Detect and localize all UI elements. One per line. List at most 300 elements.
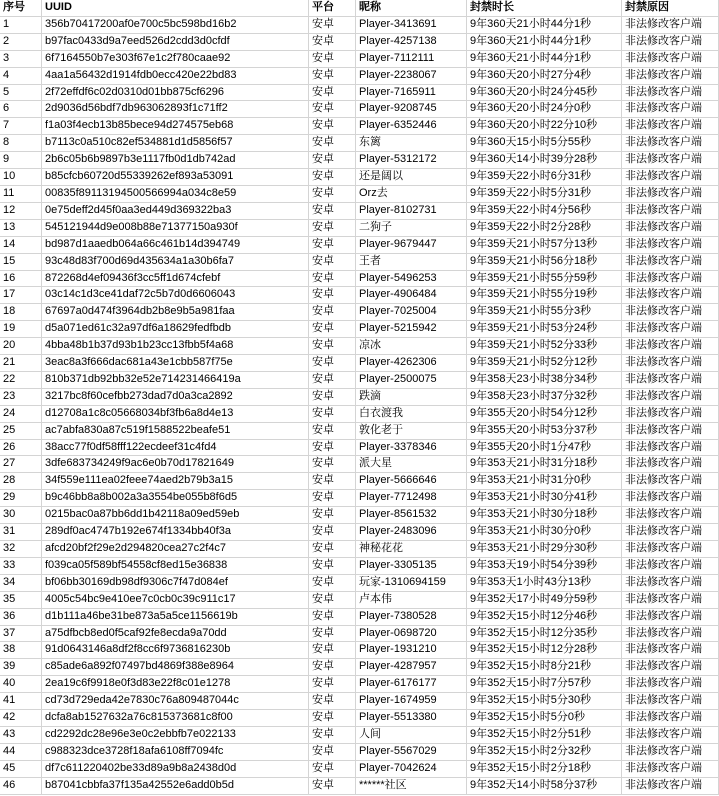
cell-reason[interactable]: 非法修改客户端 (622, 608, 719, 625)
cell-index[interactable]: 30 (0, 507, 42, 524)
cell-platform[interactable]: 安卓 (309, 33, 356, 50)
cell-platform[interactable]: 安卓 (309, 642, 356, 659)
cell-index[interactable]: 5 (0, 84, 42, 101)
cell-nickname[interactable]: Player-5567029 (356, 743, 467, 760)
cell-index[interactable]: 18 (0, 304, 42, 321)
cell-nickname[interactable]: 王者 (356, 253, 467, 270)
cell-uuid[interactable]: b9c46bb8a8b002a3a3554be055b8f6d5 (42, 490, 309, 507)
cell-duration[interactable]: 9年359天21小时52分33秒 (467, 338, 622, 355)
cell-duration[interactable]: 9年359天22小时6分31秒 (467, 169, 622, 186)
cell-platform[interactable]: 安卓 (309, 693, 356, 710)
cell-reason[interactable]: 非法修改客户端 (622, 338, 719, 355)
cell-index[interactable]: 16 (0, 270, 42, 287)
cell-uuid[interactable]: 03c14c1d3ce41daf72c5b7d0d6606043 (42, 287, 309, 304)
cell-reason[interactable]: 非法修改客户端 (622, 642, 719, 659)
column-header-index[interactable]: 序号 (0, 0, 42, 16)
cell-uuid[interactable]: b85cfcb60720d55339262ef893a53091 (42, 169, 309, 186)
cell-uuid[interactable]: b87041cbbfa37f135a42552e6add0b5d (42, 777, 309, 794)
cell-uuid[interactable]: dcfa8ab1527632a76c815373681c8f00 (42, 710, 309, 727)
cell-uuid[interactable]: b97fac0433d9a7eed526d2cdd3d0cfdf (42, 33, 309, 50)
cell-platform[interactable]: 安卓 (309, 236, 356, 253)
cell-uuid[interactable]: 289df0ac4747b192e674f1334bb40f3a (42, 524, 309, 541)
cell-index[interactable]: 35 (0, 591, 42, 608)
cell-duration[interactable]: 9年359天21小时56分18秒 (467, 253, 622, 270)
cell-platform[interactable]: 安卓 (309, 777, 356, 794)
cell-index[interactable]: 22 (0, 371, 42, 388)
cell-index[interactable]: 41 (0, 693, 42, 710)
cell-reason[interactable]: 非法修改客户端 (622, 84, 719, 101)
cell-index[interactable]: 9 (0, 152, 42, 169)
cell-nickname[interactable]: Player-7025004 (356, 304, 467, 321)
cell-uuid[interactable]: c988323dce3728f18afa6108ff7094fc (42, 743, 309, 760)
cell-nickname[interactable]: ******社区 (356, 777, 467, 794)
cell-uuid[interactable]: 67697a0d474f3964db2b8e9b5a981faa (42, 304, 309, 321)
table-row (0, 304, 719, 321)
cell-uuid[interactable]: 93c48d83f700d69d435634a1a30b6fa7 (42, 253, 309, 270)
cell-duration[interactable]: 9年352天15小时2分18秒 (467, 760, 622, 777)
cell-index[interactable]: 33 (0, 557, 42, 574)
cell-index[interactable]: 36 (0, 608, 42, 625)
cell-nickname[interactable]: Player-3413691 (356, 16, 467, 33)
cell-index[interactable]: 24 (0, 405, 42, 422)
cell-index[interactable]: 32 (0, 541, 42, 558)
cell-nickname[interactable]: Player-7112111 (356, 50, 467, 67)
table-row (0, 608, 719, 625)
cell-index[interactable]: 45 (0, 760, 42, 777)
cell-platform[interactable]: 安卓 (309, 405, 356, 422)
cell-duration[interactable]: 9年355天20小时53分37秒 (467, 422, 622, 439)
cell-nickname[interactable]: 人间 (356, 726, 467, 743)
cell-platform[interactable]: 安卓 (309, 101, 356, 118)
cell-index[interactable]: 34 (0, 574, 42, 591)
cell-index[interactable]: 27 (0, 456, 42, 473)
table-row (0, 693, 719, 710)
cell-reason[interactable]: 非法修改客户端 (622, 574, 719, 591)
cell-uuid[interactable]: cd2292dc28e96e3e0c2ebbfb7e022133 (42, 726, 309, 743)
cell-index[interactable]: 28 (0, 473, 42, 490)
cell-platform[interactable]: 安卓 (309, 507, 356, 524)
cell-platform[interactable]: 安卓 (309, 473, 356, 490)
cell-uuid[interactable]: a75dfbcb8ed0f5caf92fe8ecda9a70dd (42, 625, 309, 642)
cell-reason[interactable]: 非法修改客户端 (622, 33, 719, 50)
cell-uuid[interactable]: 2d9036d56bdf7db963062893f1c71ff2 (42, 101, 309, 118)
table-row (0, 710, 719, 727)
cell-nickname[interactable]: Player-0698720 (356, 625, 467, 642)
cell-reason[interactable]: 非法修改客户端 (622, 270, 719, 287)
cell-reason[interactable]: 非法修改客户端 (622, 135, 719, 152)
cell-duration[interactable]: 9年360天14小时39分28秒 (467, 152, 622, 169)
cell-duration[interactable]: 9年359天21小时55分59秒 (467, 270, 622, 287)
cell-reason[interactable]: 非法修改客户端 (622, 777, 719, 794)
cell-duration[interactable]: 9年360天20小时24分0秒 (467, 101, 622, 118)
table-row (0, 659, 719, 676)
cell-platform[interactable]: 安卓 (309, 67, 356, 84)
cell-index[interactable]: 10 (0, 169, 42, 186)
cell-duration[interactable]: 9年353天19小时54分39秒 (467, 557, 622, 574)
cell-index[interactable]: 46 (0, 777, 42, 794)
cell-duration[interactable]: 9年359天22小时5分31秒 (467, 185, 622, 202)
cell-duration[interactable]: 9年353天21小时30分0秒 (467, 524, 622, 541)
cell-nickname[interactable]: Player-6176177 (356, 676, 467, 693)
cell-duration[interactable]: 9年352天15小时5分0秒 (467, 710, 622, 727)
cell-platform[interactable]: 安卓 (309, 118, 356, 135)
cell-reason[interactable]: 非法修改客户端 (622, 591, 719, 608)
cell-duration[interactable]: 9年352天15小时12分46秒 (467, 608, 622, 625)
table-row (0, 524, 719, 541)
column-header-reason[interactable]: 封禁原因 (622, 0, 719, 16)
cell-duration[interactable]: 9年359天21小时55分3秒 (467, 304, 622, 321)
table-row (0, 625, 719, 642)
cell-reason[interactable]: 非法修改客户端 (622, 693, 719, 710)
cell-reason[interactable]: 非法修改客户端 (622, 557, 719, 574)
cell-nickname[interactable]: Player-7712498 (356, 490, 467, 507)
cell-reason[interactable]: 非法修改客户端 (622, 236, 719, 253)
cell-nickname[interactable]: Player-5496253 (356, 270, 467, 287)
cell-platform[interactable]: 安卓 (309, 490, 356, 507)
cell-index[interactable]: 2 (0, 33, 42, 50)
cell-reason[interactable]: 非法修改客户端 (622, 152, 719, 169)
cell-duration[interactable]: 9年358天23小时38分34秒 (467, 371, 622, 388)
cell-nickname[interactable]: Player-7380528 (356, 608, 467, 625)
cell-nickname[interactable]: 派大星 (356, 456, 467, 473)
cell-platform[interactable]: 安卓 (309, 524, 356, 541)
cell-platform[interactable]: 安卓 (309, 422, 356, 439)
cell-duration[interactable]: 9年352天15小时2分51秒 (467, 726, 622, 743)
cell-nickname[interactable]: 凉冰 (356, 338, 467, 355)
cell-platform[interactable]: 安卓 (309, 321, 356, 338)
cell-duration[interactable]: 9年353天21小时30分18秒 (467, 507, 622, 524)
cell-duration[interactable]: 9年358天23小时37分32秒 (467, 388, 622, 405)
cell-uuid[interactable]: d12708a1c8c05668034bf3fb6a8d4e13 (42, 405, 309, 422)
cell-uuid[interactable]: d5a071ed61c32a97df6a18629fedfbdb (42, 321, 309, 338)
cell-duration[interactable]: 9年359天21小时53分24秒 (467, 321, 622, 338)
cell-index[interactable]: 14 (0, 236, 42, 253)
cell-platform[interactable]: 安卓 (309, 659, 356, 676)
cell-uuid[interactable]: 2f72effdf6c02d0310d01bb875cf6296 (42, 84, 309, 101)
cell-reason[interactable]: 非法修改客户端 (622, 101, 719, 118)
cell-platform[interactable]: 安卓 (309, 202, 356, 219)
cell-platform[interactable]: 安卓 (309, 355, 356, 372)
cell-nickname[interactable]: 二狗子 (356, 219, 467, 236)
cell-nickname[interactable]: Player-7165911 (356, 84, 467, 101)
cell-index[interactable]: 37 (0, 625, 42, 642)
cell-uuid[interactable]: 872268d4ef09436f3cc5ff1d674cfebf (42, 270, 309, 287)
cell-reason[interactable]: 非法修改客户端 (622, 287, 719, 304)
cell-reason[interactable]: 非法修改客户端 (622, 659, 719, 676)
table-row (0, 473, 719, 490)
cell-nickname[interactable]: Player-5666646 (356, 473, 467, 490)
cell-duration[interactable]: 9年360天21小时44分1秒 (467, 16, 622, 33)
cell-uuid[interactable]: 0215bac0a87bb6dd1b42118a09ed59eb (42, 507, 309, 524)
cell-duration[interactable]: 9年352天15小时7分57秒 (467, 676, 622, 693)
cell-reason[interactable]: 非法修改客户端 (622, 118, 719, 135)
cell-nickname[interactable]: Player-2238067 (356, 67, 467, 84)
cell-index[interactable]: 4 (0, 67, 42, 84)
cell-reason[interactable]: 非法修改客户端 (622, 202, 719, 219)
cell-nickname[interactable]: Player-4906484 (356, 287, 467, 304)
cell-reason[interactable]: 非法修改客户端 (622, 219, 719, 236)
cell-uuid[interactable]: f039ca05f589bf54558cf8ed15e36838 (42, 557, 309, 574)
table-row (0, 67, 719, 84)
cell-duration[interactable]: 9年355天20小时54分12秒 (467, 405, 622, 422)
cell-reason[interactable]: 非法修改客户端 (622, 304, 719, 321)
cell-uuid[interactable]: b7113c0a510c82ef534881d1d5856f57 (42, 135, 309, 152)
cell-index[interactable]: 13 (0, 219, 42, 236)
table-row (0, 574, 719, 591)
cell-index[interactable]: 3 (0, 50, 42, 67)
cell-nickname[interactable]: Player-5513380 (356, 710, 467, 727)
cell-duration[interactable]: 9年353天21小时29分30秒 (467, 541, 622, 558)
cell-reason[interactable]: 非法修改客户端 (622, 710, 719, 727)
cell-platform[interactable]: 安卓 (309, 185, 356, 202)
cell-platform[interactable]: 安卓 (309, 84, 356, 101)
cell-platform[interactable]: 安卓 (309, 16, 356, 33)
cell-nickname[interactable]: 跌滴 (356, 388, 467, 405)
cell-nickname[interactable]: Player-4257138 (356, 33, 467, 50)
cell-nickname[interactable]: Player-7042624 (356, 760, 467, 777)
cell-nickname[interactable]: Player-5312172 (356, 152, 467, 169)
cell-uuid[interactable]: 6f7164550b7e303f67e1c2f780caae92 (42, 50, 309, 67)
column-header-platform[interactable]: 平台 (309, 0, 356, 16)
cell-index[interactable]: 7 (0, 118, 42, 135)
cell-platform[interactable]: 安卓 (309, 608, 356, 625)
cell-duration[interactable]: 9年360天15小时5分55秒 (467, 135, 622, 152)
cell-uuid[interactable]: 4005c54bc9e410ee7c0cb0c39c911c17 (42, 591, 309, 608)
cell-uuid[interactable]: f1a03f4ecb13b85bece94d274575eb68 (42, 118, 309, 135)
cell-index[interactable]: 39 (0, 659, 42, 676)
cell-index[interactable]: 25 (0, 422, 42, 439)
cell-reason[interactable]: 非法修改客户端 (622, 625, 719, 642)
cell-nickname[interactable]: Player-9679447 (356, 236, 467, 253)
cell-uuid[interactable]: 810b371db92bb32e52e714231466419a (42, 371, 309, 388)
cell-nickname[interactable]: Player-1931210 (356, 642, 467, 659)
cell-uuid[interactable]: bf06bb30169db98df9306c7f47d084ef (42, 574, 309, 591)
cell-reason[interactable]: 非法修改客户端 (622, 473, 719, 490)
cell-platform[interactable]: 安卓 (309, 152, 356, 169)
cell-uuid[interactable]: ac7abfa830a87c519f1588522beafe51 (42, 422, 309, 439)
cell-reason[interactable]: 非法修改客户端 (622, 541, 719, 558)
cell-duration[interactable]: 9年359天22小时4分56秒 (467, 202, 622, 219)
cell-platform[interactable]: 安卓 (309, 338, 356, 355)
table-row (0, 642, 719, 659)
cell-uuid[interactable]: d1b111a46be31be873a5a5ce1156619b (42, 608, 309, 625)
cell-index[interactable]: 31 (0, 524, 42, 541)
cell-nickname[interactable]: Player-8561532 (356, 507, 467, 524)
cell-reason[interactable]: 非法修改客户端 (622, 743, 719, 760)
cell-platform[interactable]: 安卓 (309, 743, 356, 760)
cell-reason[interactable]: 非法修改客户端 (622, 456, 719, 473)
cell-duration[interactable]: 9年360天20小时24分45秒 (467, 84, 622, 101)
header-row (0, 0, 719, 16)
column-header-uuid[interactable]: UUID (42, 0, 309, 16)
cell-uuid[interactable]: 00835f89113194500566994a034c8e59 (42, 185, 309, 202)
table-row (0, 16, 719, 33)
cell-index[interactable]: 26 (0, 439, 42, 456)
cell-nickname[interactable]: Player-3305135 (356, 557, 467, 574)
cell-nickname[interactable]: Player-8102731 (356, 202, 467, 219)
cell-platform[interactable]: 安卓 (309, 726, 356, 743)
cell-duration[interactable]: 9年352天17小时49分59秒 (467, 591, 622, 608)
cell-duration[interactable]: 9年352天15小时8分21秒 (467, 659, 622, 676)
cell-reason[interactable]: 非法修改客户端 (622, 185, 719, 202)
cell-index[interactable]: 44 (0, 743, 42, 760)
cell-platform[interactable]: 安卓 (309, 591, 356, 608)
cell-reason[interactable]: 非法修改客户端 (622, 355, 719, 372)
cell-duration[interactable]: 9年359天21小时57分13秒 (467, 236, 622, 253)
cell-reason[interactable]: 非法修改客户端 (622, 422, 719, 439)
cell-duration[interactable]: 9年360天21小时44分1秒 (467, 50, 622, 67)
cell-uuid[interactable]: 3217bc8f60cefbb273dad7d0a3ca2892 (42, 388, 309, 405)
cell-duration[interactable]: 9年352天15小时12分28秒 (467, 642, 622, 659)
cell-reason[interactable]: 非法修改客户端 (622, 50, 719, 67)
cell-uuid[interactable]: 91d0643146a8df2f8cc6f9736816230b (42, 642, 309, 659)
cell-index[interactable]: 6 (0, 101, 42, 118)
cell-nickname[interactable]: Player-4262306 (356, 355, 467, 372)
cell-nickname[interactable]: Player-3378346 (356, 439, 467, 456)
cell-nickname[interactable]: Player-2500075 (356, 371, 467, 388)
cell-platform[interactable]: 安卓 (309, 270, 356, 287)
cell-nickname[interactable]: Player-5215942 (356, 321, 467, 338)
cell-reason[interactable]: 非法修改客户端 (622, 507, 719, 524)
cell-nickname[interactable]: Player-4287957 (356, 659, 467, 676)
cell-duration[interactable]: 9年353天21小时30分41秒 (467, 490, 622, 507)
cell-nickname[interactable]: Player-1674959 (356, 693, 467, 710)
cell-platform[interactable]: 安卓 (309, 304, 356, 321)
cell-nickname[interactable]: 白衣渡我 (356, 405, 467, 422)
cell-platform[interactable]: 安卓 (309, 371, 356, 388)
cell-index[interactable]: 21 (0, 355, 42, 372)
cell-uuid[interactable]: afcd20bf2f29e2d294820cea27c2f4c7 (42, 541, 309, 558)
cell-platform[interactable]: 安卓 (309, 219, 356, 236)
column-header-duration[interactable]: 封禁时长 (467, 0, 622, 16)
cell-uuid[interactable]: df7c611220402be33d89a9b8a2438d0d (42, 760, 309, 777)
cell-platform[interactable]: 安卓 (309, 50, 356, 67)
cell-nickname[interactable]: 还是阔以 (356, 169, 467, 186)
table-row (0, 135, 719, 152)
cell-platform[interactable]: 安卓 (309, 253, 356, 270)
cell-nickname[interactable]: Player-6352446 (356, 118, 467, 135)
cell-reason[interactable]: 非法修改客户端 (622, 726, 719, 743)
cell-reason[interactable]: 非法修改客户端 (622, 169, 719, 186)
cell-duration[interactable]: 9年360天21小时44分1秒 (467, 33, 622, 50)
cell-duration[interactable]: 9年353天21小时31分18秒 (467, 456, 622, 473)
cell-reason[interactable]: 非法修改客户端 (622, 524, 719, 541)
cell-platform[interactable]: 安卓 (309, 625, 356, 642)
cell-duration[interactable]: 9年352天14小时58分37秒 (467, 777, 622, 794)
cell-index[interactable]: 40 (0, 676, 42, 693)
column-header-nickname[interactable]: 昵称 (356, 0, 467, 16)
cell-nickname[interactable]: Player-2483096 (356, 524, 467, 541)
cell-index[interactable]: 19 (0, 321, 42, 338)
cell-reason[interactable]: 非法修改客户端 (622, 676, 719, 693)
cell-reason[interactable]: 非法修改客户端 (622, 16, 719, 33)
cell-reason[interactable]: 非法修改客户端 (622, 760, 719, 777)
cell-index[interactable]: 1 (0, 16, 42, 33)
cell-index[interactable]: 42 (0, 710, 42, 727)
cell-index[interactable]: 8 (0, 135, 42, 152)
cell-platform[interactable]: 安卓 (309, 439, 356, 456)
cell-uuid[interactable]: c85ade6a892f07497bd4869f388e8964 (42, 659, 309, 676)
cell-uuid[interactable]: 2ea19c6f9918e0f3d83e22f8c01e1278 (42, 676, 309, 693)
cell-index[interactable]: 29 (0, 490, 42, 507)
cell-duration[interactable]: 9年360天20小时22分10秒 (467, 118, 622, 135)
cell-index[interactable]: 23 (0, 388, 42, 405)
table-row (0, 422, 719, 439)
cell-uuid[interactable]: 3dfe683734249f9ac6e0b70d17821649 (42, 456, 309, 473)
cell-reason[interactable]: 非法修改客户端 (622, 371, 719, 388)
table-row (0, 726, 719, 743)
cell-uuid[interactable]: 0e75deff2d45f0aa3ed449d369322ba3 (42, 202, 309, 219)
table-row (0, 236, 719, 253)
cell-reason[interactable]: 非法修改客户端 (622, 490, 719, 507)
cell-duration[interactable]: 9年352天15小时2分32秒 (467, 743, 622, 760)
cell-duration[interactable]: 9年353天1小时43分13秒 (467, 574, 622, 591)
cell-platform[interactable]: 安卓 (309, 169, 356, 186)
cell-platform[interactable]: 安卓 (309, 287, 356, 304)
cell-duration[interactable]: 9年355天20小时1分47秒 (467, 439, 622, 456)
cell-uuid[interactable]: 4aa1a56432d1914fdb0ecc420e22bd83 (42, 67, 309, 84)
cell-uuid[interactable]: 38acc77f0df58fff122ecdeef31c4fd4 (42, 439, 309, 456)
cell-platform[interactable]: 安卓 (309, 710, 356, 727)
cell-uuid[interactable]: 545121944d9e008b88e71377150a930f (42, 219, 309, 236)
cell-reason[interactable]: 非法修改客户端 (622, 388, 719, 405)
cell-duration[interactable]: 9年352天15小时12分35秒 (467, 625, 622, 642)
cell-uuid[interactable]: 4bba48b1b37d93b1b23cc13fbb5f4a68 (42, 338, 309, 355)
cell-index[interactable]: 17 (0, 287, 42, 304)
cell-nickname[interactable]: Orz去 (356, 185, 467, 202)
cell-nickname[interactable]: 玩家-1310694159 (356, 574, 467, 591)
cell-platform[interactable]: 安卓 (309, 135, 356, 152)
cell-reason[interactable]: 非法修改客户端 (622, 405, 719, 422)
cell-platform[interactable]: 安卓 (309, 456, 356, 473)
cell-uuid[interactable]: cd73d729eda42e7830c76a809487044c (42, 693, 309, 710)
cell-index[interactable]: 38 (0, 642, 42, 659)
cell-index[interactable]: 12 (0, 202, 42, 219)
cell-uuid[interactable]: 2b6c05b6b9897b3e1117fb0d1db742ad (42, 152, 309, 169)
cell-index[interactable]: 15 (0, 253, 42, 270)
cell-nickname[interactable]: 敦化老于 (356, 422, 467, 439)
cell-reason[interactable]: 非法修改客户端 (622, 67, 719, 84)
cell-duration[interactable]: 9年359天21小时52分12秒 (467, 355, 622, 372)
table-row (0, 591, 719, 608)
cell-index[interactable]: 11 (0, 185, 42, 202)
cell-platform[interactable]: 安卓 (309, 541, 356, 558)
cell-index[interactable]: 20 (0, 338, 42, 355)
cell-nickname[interactable]: 卢本伟 (356, 591, 467, 608)
cell-platform[interactable]: 安卓 (309, 388, 356, 405)
cell-reason[interactable]: 非法修改客户端 (622, 439, 719, 456)
cell-nickname[interactable]: 神秘花花 (356, 541, 467, 558)
cell-platform[interactable]: 安卓 (309, 557, 356, 574)
cell-nickname[interactable]: Player-9208745 (356, 101, 467, 118)
cell-duration[interactable]: 9年359天22小时2分28秒 (467, 219, 622, 236)
cell-uuid[interactable]: 356b70417200af0e700c5bc598bd16b2 (42, 16, 309, 33)
cell-nickname[interactable]: 东篱 (356, 135, 467, 152)
cell-uuid[interactable]: 3eac8a3f666dac681a43e1cbb587f75e (42, 355, 309, 372)
cell-platform[interactable]: 安卓 (309, 574, 356, 591)
cell-uuid[interactable]: bd987d1aaedb064a66c461b14d394749 (42, 236, 309, 253)
cell-index[interactable]: 43 (0, 726, 42, 743)
cell-platform[interactable]: 安卓 (309, 676, 356, 693)
cell-platform[interactable]: 安卓 (309, 760, 356, 777)
cell-duration[interactable]: 9年359天21小时55分19秒 (467, 287, 622, 304)
cell-reason[interactable]: 非法修改客户端 (622, 321, 719, 338)
cell-duration[interactable]: 9年353天21小时31分0秒 (467, 473, 622, 490)
cell-duration[interactable]: 9年352天15小时5分30秒 (467, 693, 622, 710)
cell-duration[interactable]: 9年360天20小时27分4秒 (467, 67, 622, 84)
cell-uuid[interactable]: 34f559e111ea02feee74aed2b79b3a15 (42, 473, 309, 490)
cell-reason[interactable]: 非法修改客户端 (622, 253, 719, 270)
